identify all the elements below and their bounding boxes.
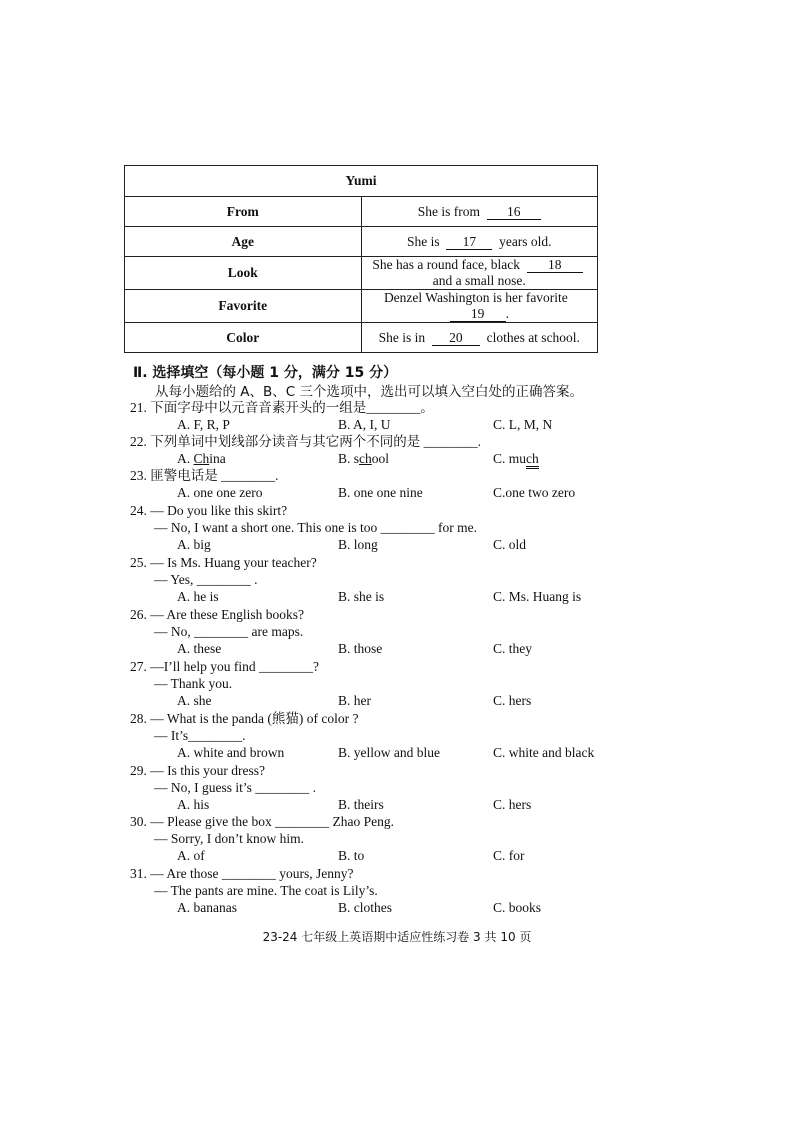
page-footer: 23-24 七年级上英语期中适应性练习卷 3 共 10 页 — [262, 930, 532, 944]
question-text: — Do you like this skirt? — [150, 503, 288, 518]
question-27 — [130, 658, 650, 709]
option-a[interactable] — [177, 450, 226, 467]
options — [130, 450, 650, 467]
option-b[interactable]: B. yellow and blue — [338, 745, 440, 760]
row-content — [361, 197, 598, 227]
table-row — [125, 227, 598, 257]
question-reply: — The pants are mine. The coat is Lily’s. — [154, 883, 378, 898]
underlined-letters: Ch — [193, 451, 210, 466]
question-29 — [130, 762, 650, 813]
question-stem — [130, 606, 650, 623]
options — [130, 796, 650, 813]
option-b[interactable]: B. theirs — [338, 797, 384, 812]
question-text: 下列单词中划线部分读音与其它两个不同的是 ________. — [150, 434, 481, 449]
answer-blank: 19 — [450, 306, 506, 322]
row-label: Age — [125, 227, 362, 257]
question-23 — [130, 467, 650, 501]
question-number: 27. — [130, 659, 147, 674]
question-number: 24. — [130, 503, 147, 518]
row-label: Color — [125, 323, 362, 353]
options — [130, 847, 650, 864]
option-text: ool — [371, 451, 390, 466]
question-22 — [130, 433, 650, 467]
options — [130, 588, 650, 605]
option-b[interactable]: B. her — [338, 693, 371, 708]
question-number: 21. — [130, 400, 147, 415]
underlined-letters: ch — [526, 451, 539, 469]
options — [130, 899, 650, 916]
question-stem — [130, 865, 650, 882]
question-text: — Are these English books? — [150, 607, 304, 622]
option-a[interactable]: A. white and brown — [177, 745, 285, 760]
question-stem — [130, 762, 650, 779]
section-instruction: 从每小题给的 A、B、C 三个选项中，选出可以填入空白处的正确答案。 — [155, 384, 584, 400]
question-text: — Are those ________ yours, Jenny? — [150, 866, 354, 881]
question-25 — [130, 554, 650, 605]
row-text: She is in — [378, 329, 426, 345]
question-31 — [130, 865, 650, 916]
question-21 — [130, 399, 650, 433]
option-text: B. s — [338, 451, 360, 466]
options — [130, 640, 650, 657]
question-number: 31. — [130, 866, 147, 881]
question-number: 22. — [130, 434, 147, 449]
question-28 — [130, 710, 650, 761]
option-text: ina — [209, 451, 226, 466]
option-a[interactable]: A. F, R, P — [177, 417, 230, 432]
option-a[interactable]: A. of — [177, 848, 205, 863]
options — [130, 692, 650, 709]
question-reply: — It’s________. — [154, 728, 246, 743]
question-number: 30. — [130, 814, 147, 829]
option-c[interactable]: C. hers — [493, 693, 532, 708]
question-stem — [130, 710, 650, 727]
row-text: She is from — [417, 203, 480, 219]
row-content — [361, 227, 598, 257]
option-b[interactable]: B. to — [338, 848, 365, 863]
row-text: years old. — [499, 233, 552, 249]
option-text: A. — [177, 451, 194, 466]
option-b[interactable]: B. long — [338, 537, 378, 552]
question-stem — [130, 554, 650, 571]
options — [130, 536, 650, 553]
option-c[interactable]: C. white and black — [493, 745, 595, 760]
answer-blank: 20 — [432, 330, 480, 346]
row-label: Favorite — [125, 290, 362, 323]
question-number: 25. — [130, 555, 147, 570]
option-b[interactable]: B. one one nine — [338, 485, 423, 500]
question-stem — [130, 658, 650, 675]
option-a[interactable]: A. she — [177, 693, 212, 708]
table-row — [125, 290, 598, 323]
option-c[interactable]: C. Ms. Huang is — [493, 589, 582, 604]
question-text: —I’ll help you find ________? — [150, 659, 319, 674]
question-reply: — Sorry, I don’t know him. — [154, 831, 304, 846]
section-title: Ⅱ. 选择填空（每小题 1 分，满分 15 分） — [133, 365, 398, 381]
question-30 — [130, 813, 650, 864]
table-row — [125, 197, 598, 227]
question-reply: — Yes, ________ . — [154, 572, 258, 587]
option-c[interactable]: C. they — [493, 641, 532, 656]
option-b[interactable]: B. A, I, U — [338, 417, 391, 432]
question-number: 23. — [130, 468, 147, 483]
option-a[interactable]: A. he is — [177, 589, 219, 604]
question-reply: — Thank you. — [154, 676, 233, 691]
option-c[interactable]: C. for — [493, 848, 525, 863]
option-a[interactable]: A. his — [177, 797, 210, 812]
question-26 — [130, 606, 650, 657]
row-text: She is — [406, 233, 440, 249]
option-a[interactable]: A. bananas — [177, 900, 237, 915]
option-b[interactable]: B. she is — [338, 589, 385, 604]
table-row — [125, 323, 598, 353]
question-24 — [130, 502, 650, 553]
row-text: Denzel Washington is her favorite — [383, 290, 568, 305]
option-b[interactable] — [338, 450, 389, 467]
answer-blank: 16 — [487, 204, 541, 220]
option-b[interactable]: B. those — [338, 641, 383, 656]
row-label: Look — [125, 257, 362, 290]
question-text: — Is Ms. Huang your teacher? — [150, 555, 317, 570]
question-text: — What is the panda (熊猫) of color ? — [150, 711, 359, 726]
info-table — [124, 165, 598, 353]
question-text: 匪警电话是 ________. — [150, 468, 279, 483]
options — [130, 484, 650, 501]
question-number: 29. — [130, 763, 147, 778]
question-text: — Please give the box ________ Zhao Peng. — [150, 814, 394, 829]
answer-blank: 17 — [446, 234, 492, 250]
underlined-letters: ch — [359, 451, 372, 466]
options — [130, 416, 650, 433]
row-text: . — [505, 306, 509, 321]
question-number: 26. — [130, 607, 147, 622]
question-reply: — No, ________ are maps. — [154, 624, 304, 639]
question-text: — Is this your dress? — [150, 763, 265, 778]
option-c[interactable]: C. L, M, N — [493, 417, 553, 432]
option-a[interactable]: A. these — [177, 641, 222, 656]
row-content — [361, 290, 598, 323]
question-stem — [130, 467, 650, 484]
table-row — [125, 257, 598, 290]
row-label: From — [125, 197, 362, 227]
option-c[interactable]: C.one two zero — [493, 485, 576, 500]
question-text: 下面字母中以元音音素开头的一组是________。 — [150, 400, 434, 415]
option-c[interactable] — [493, 450, 539, 467]
question-stem — [130, 433, 650, 450]
question-stem — [130, 813, 650, 830]
row-text: and a small nose. — [432, 273, 526, 288]
question-stem — [130, 399, 650, 416]
option-text: C. mu — [493, 451, 527, 466]
question-number: 28. — [130, 711, 147, 726]
options — [130, 744, 650, 761]
option-a[interactable]: A. big — [177, 537, 211, 552]
option-a[interactable]: A. one one zero — [177, 485, 263, 500]
option-b[interactable]: B. clothes — [338, 900, 392, 915]
answer-blank: 18 — [527, 257, 583, 273]
table-title: Yumi — [125, 166, 598, 197]
row-text: She has a round face, black — [372, 257, 521, 272]
question-stem — [130, 502, 650, 519]
row-text: clothes at school. — [486, 329, 580, 345]
row-content — [361, 257, 598, 290]
option-c[interactable]: C. hers — [493, 797, 532, 812]
question-reply: — No, I want a short one. This one is too ________ for me. — [154, 520, 477, 535]
option-c[interactable]: C. books — [493, 900, 542, 915]
option-c[interactable]: C. old — [493, 537, 527, 552]
question-reply: — No, I guess it’s ________ . — [154, 780, 316, 795]
row-content — [361, 323, 598, 353]
